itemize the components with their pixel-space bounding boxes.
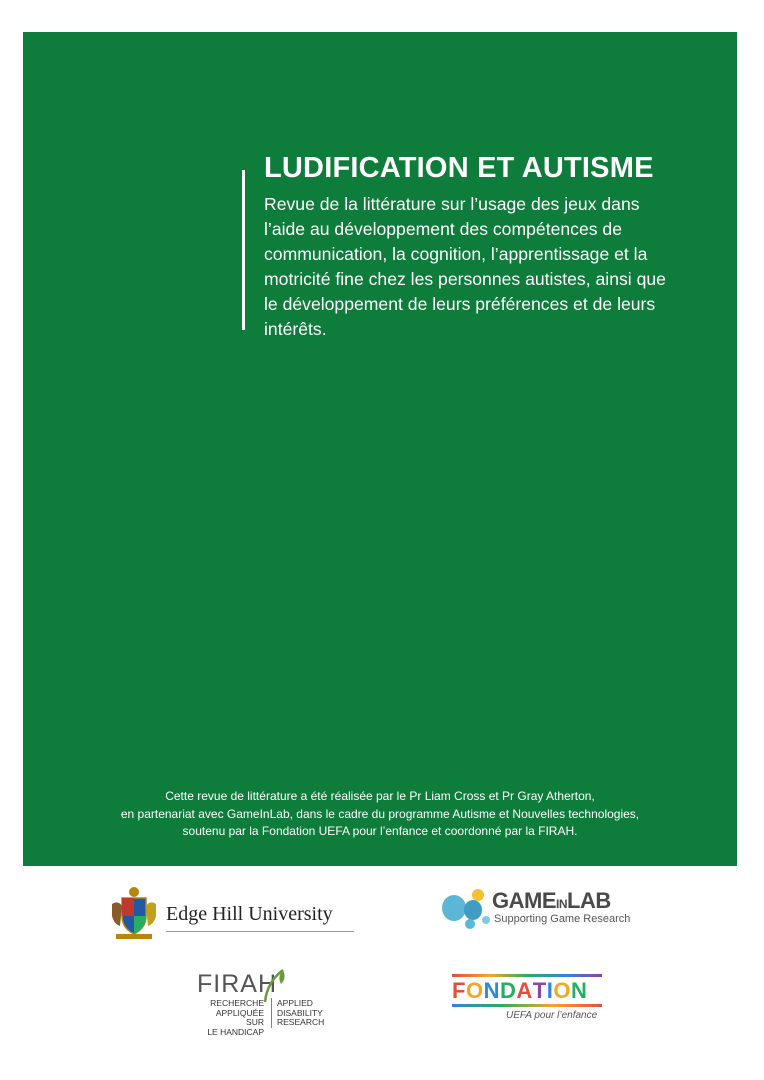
fondation-wordmark <box>452 978 587 1004</box>
fondation-letter: D <box>499 978 517 1003</box>
edge-hill-university-logo <box>108 886 358 946</box>
fondation-letter: O <box>553 978 571 1003</box>
firah-fr-line: LE HANDICAP <box>207 1026 264 1037</box>
firah-fr-line: RECHERCHE <box>210 998 264 1008</box>
firah-english-text <box>277 999 324 1028</box>
fondation-uefa-logo <box>452 974 612 1029</box>
fondation-letter: N <box>570 978 588 1003</box>
fondation-letter: F <box>452 978 466 1003</box>
subtitle-line: motricité fine chez les personnes autistes, ainsi que <box>264 269 666 289</box>
document-title: LUDIFICATION ET AUTISME <box>264 152 654 184</box>
firah-logo <box>195 968 335 1037</box>
firah-wordmark: FIRAH <box>197 970 277 998</box>
firah-en-line: DISABILITY <box>277 1007 323 1018</box>
fondation-letter: N <box>483 978 500 1003</box>
divider <box>271 998 272 1028</box>
gameinlab-title <box>492 888 611 914</box>
subtitle-line: intérêts. <box>264 319 327 339</box>
credits-line: Cette revue de littérature a été réalisée par le Pr Liam Cross et Pr Gray Atherton, <box>165 789 595 803</box>
title-accent-bar <box>242 170 245 330</box>
firah-en-line: APPLIED <box>277 998 313 1008</box>
document-subtitle <box>264 192 704 342</box>
credits-text <box>23 788 737 841</box>
credits-line: soutenu par la Fondation UEFA pour l’enfance et coordonné par la FIRAH. <box>182 824 578 838</box>
fondation-letter: O <box>465 978 484 1003</box>
fondation-tagline: UEFA pour l’enfance <box>506 1010 598 1021</box>
gameinlab-title-lab: LAB <box>567 888 611 913</box>
fondation-letter: A <box>516 978 533 1003</box>
gameinlab-title-in: IN <box>556 897 567 911</box>
university-name: Edge Hill University <box>166 903 333 925</box>
credits-line: en partenariat avec GameInLab, dans le cadre du programme Autisme et Nouvelles technologies, <box>120 806 640 821</box>
subtitle-line: Revue de la littérature sur l’usage des jeux dans <box>264 194 640 214</box>
fondation-letter: T <box>532 978 547 1003</box>
firah-french-text <box>198 999 264 1037</box>
color-stripe <box>452 974 602 977</box>
crest-icon <box>108 886 160 942</box>
subtitle-line: l’aide au développement des compétences de <box>264 219 622 239</box>
gameinlab-logo <box>440 886 631 936</box>
firah-leaf-icon <box>259 968 289 1002</box>
subtitle-line: communication, la cognition, l’apprentissage et la <box>264 244 648 264</box>
fondation-letter: I <box>546 978 554 1003</box>
blobs-icon <box>440 886 492 932</box>
color-stripe <box>452 1004 602 1007</box>
divider <box>166 931 354 932</box>
firah-fr-line: APPLIQUÉE SUR <box>215 1007 264 1027</box>
gameinlab-tagline: Supporting Game Research <box>494 913 631 925</box>
subtitle-line: le développement de leurs préférences et de leurs <box>264 294 656 314</box>
gameinlab-title-game: GAME <box>492 888 556 913</box>
firah-en-line: RESEARCH <box>277 1017 325 1027</box>
